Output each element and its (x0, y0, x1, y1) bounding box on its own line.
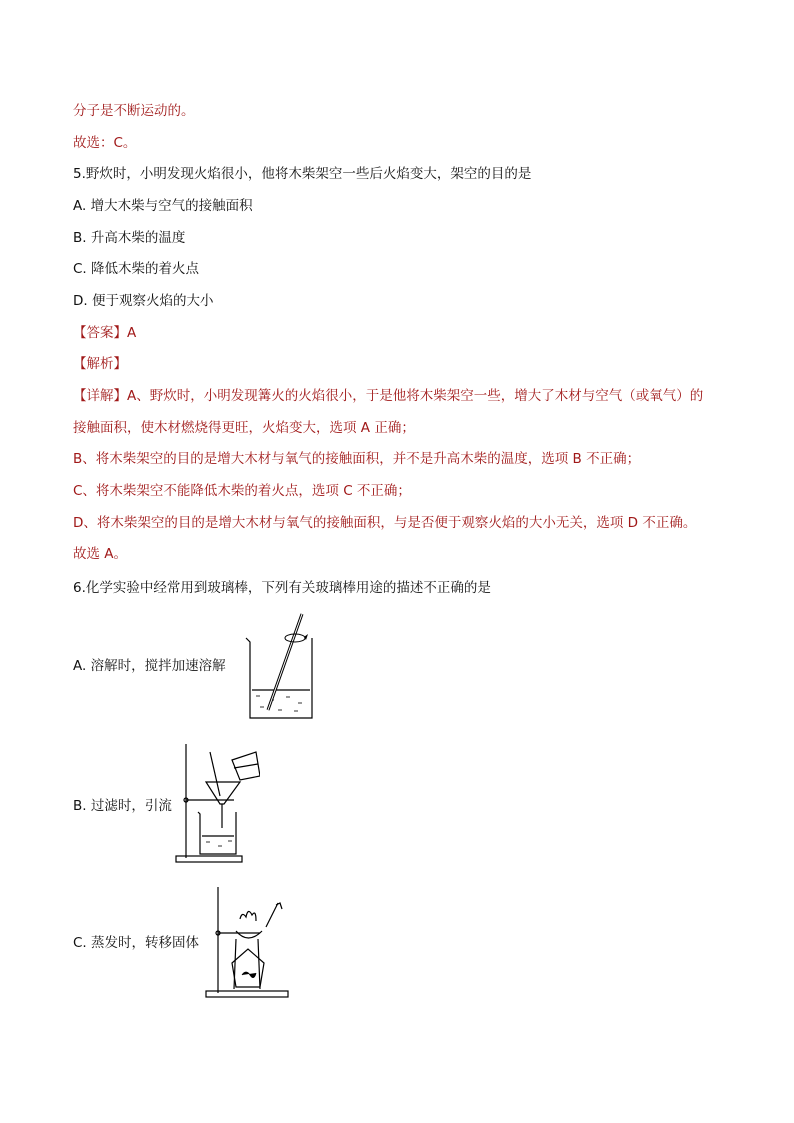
option-a: A. 增大木柴与空气的接触面积 (73, 198, 253, 214)
option-b: B. 过滤时，引流 (73, 798, 172, 814)
text-line: 分子是不断运动的。 (73, 103, 195, 119)
answer-label: 【答案】A (73, 325, 137, 341)
detail-line: B、将木柴架空的目的是增大木材与氧气的接触面积，并不是升高木柴的温度，选项 B 不正确； (73, 451, 641, 467)
question-6: 6.化学实验中经常用到玻璃棒，下列有关玻璃棒用途的描述不正确的是 (73, 580, 491, 596)
option-a: A. 溶解时，搅拌加速溶解 (73, 658, 226, 674)
option-d: D. 便于观察火焰的大小 (73, 293, 214, 309)
option-c: C. 蒸发时，转移固体 (73, 935, 200, 951)
figure-stirring (240, 610, 320, 725)
choose-line: 故选 A。 (73, 546, 128, 562)
detail-line: 接触面积，使木材燃烧得更旺，火焰变大，选项 A 正确； (73, 420, 415, 436)
detail-line: 【详解】A、野炊时，小明发现篝火的火焰很小，于是他将木柴架空一些，增大了木材与空气（或氧气）的 (73, 388, 704, 404)
analysis-label: 【解析】 (73, 356, 127, 372)
option-b: B. 升高木柴的温度 (73, 230, 186, 246)
figure-filtration (170, 740, 260, 865)
figure-evaporation (200, 883, 295, 1001)
question-5: 5.野炊时，小明发现火焰很小，他将木柴架空一些后火焰变大，架空的目的是 (73, 166, 532, 182)
text-line: 故选：C。 (73, 135, 137, 151)
detail-line: C、将木柴架空不能降低木柴的着火点，选项 C 不正确； (73, 483, 411, 499)
option-c: C. 降低木柴的着火点 (73, 261, 200, 277)
detail-line: D、将木柴架空的目的是增大木材与氧气的接触面积，与是否便于观察火焰的大小无关，选项 D 不正确。 (73, 515, 697, 531)
